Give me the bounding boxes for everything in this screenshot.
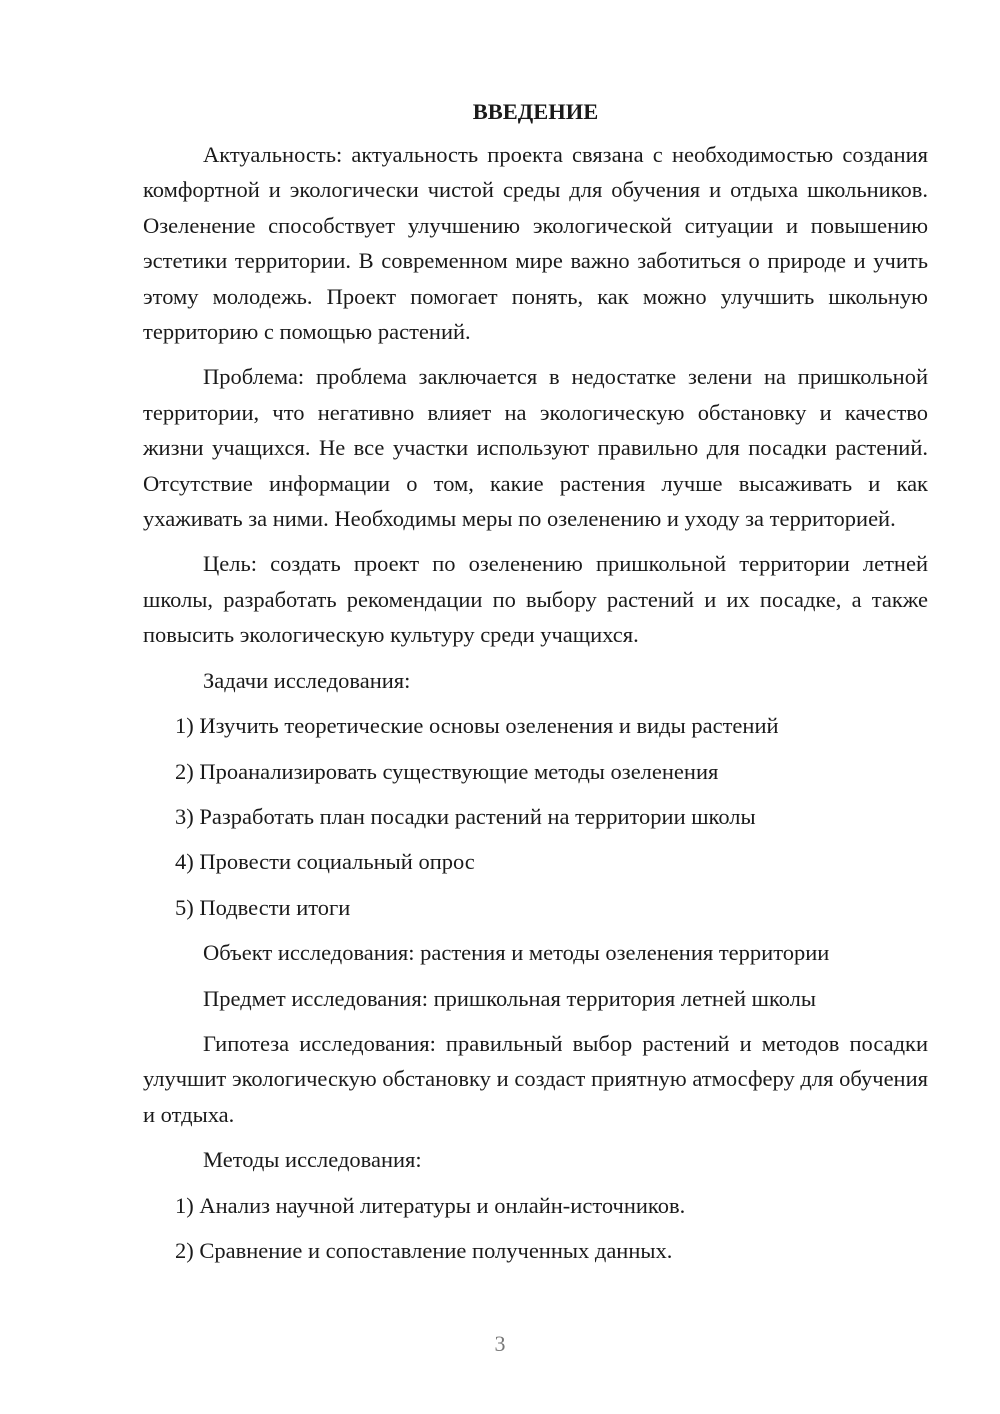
task-item: 1) Изучить теоретические основы озеленения и виды растений	[175, 713, 779, 739]
task-item: 2) Проанализировать существующие методы озеленения	[175, 758, 719, 784]
problem-paragraph: Проблема: проблема заключается в недостатке зелени на пришкольной территории, что негативно влияет на экологическую обстановку и качество жизни учащихся. Не все участки используют правильно для посадки растений. Отсутствие информации о том, какие растения лучше высаживать и как ухаживать за ними. Необходимы меры по озеленению и уходу за территорией.	[143, 364, 928, 532]
method-item: 2) Сравнение и сопоставление полученных данных.	[175, 1237, 673, 1263]
task-item: 5) Подвести итоги	[175, 894, 351, 920]
task-item: 4) Провести социальный опрос	[175, 849, 475, 875]
task-item: 3) Разработать план посадки растений на территории школы	[175, 803, 756, 829]
tasks-heading: Задачи исследования:	[203, 667, 411, 693]
research-object: Объект исследования: растения и методы озеленения территории	[203, 940, 830, 966]
goal-paragraph: Цель: создать проект по озеленению пришкольной территории летней школы, разработать рекомендации по выбору растений и их посадке, а также повысить экологическую культуру среди учащихся.	[143, 551, 928, 648]
page-title: ВВЕДЕНИЕ	[472, 99, 599, 124]
page-number: 3	[494, 1331, 506, 1356]
document-body	[143, 94, 928, 1278]
research-subject: Предмет исследования: пришкольная территория летней школы	[203, 985, 817, 1011]
method-item: 1) Анализ научной литературы и онлайн-источников.	[175, 1192, 686, 1218]
methods-heading: Методы исследования:	[203, 1147, 422, 1173]
relevance-paragraph: Актуальность: актуальность проекта связана с необходимостью создания комфортной и экологически чистой среды для обучения и отдыха школьников. Озеленение способствует улучшению экологической ситуации и повышению эстетики территории. В современном мире важно заботиться о природе и учить этому молодежь. Проект помогает понять, как можно улучшить школьную территорию с помощью растений.	[143, 142, 928, 345]
hypothesis-paragraph: Гипотеза исследования: правильный выбор растений и методов посадки улучшит экологическую обстановку и создаст приятную атмосферу для обучения и отдыха.	[143, 1030, 928, 1127]
